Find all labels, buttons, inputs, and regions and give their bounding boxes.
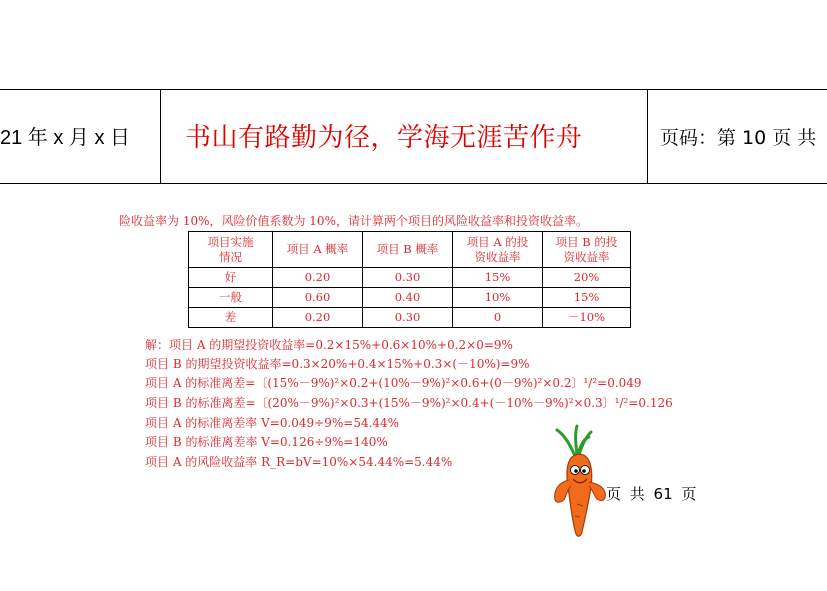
table-cell: 0.20 bbox=[273, 308, 363, 328]
table-cell: 20% bbox=[543, 268, 631, 288]
solution-line: 项目 A 的标准离差=〔(15%－9%)²×0.2+(10%－9%)²×0.6+(0－9%)²×0.2〕¹/²=0.049 bbox=[145, 376, 642, 390]
header-divider bbox=[647, 90, 648, 183]
table-cell: 一般 bbox=[189, 288, 273, 308]
table-cell: 0.60 bbox=[273, 288, 363, 308]
problem-intro: 险收益率为 10%，风险价值系数为 10%，请计算两个项目的风险收益率和投资收益率。 bbox=[119, 214, 588, 228]
table-cell: 0.20 bbox=[273, 268, 363, 288]
header-divider bbox=[160, 90, 161, 183]
table-row bbox=[189, 308, 631, 328]
table-cell: 0 bbox=[453, 308, 543, 328]
table-cell: 0.30 bbox=[363, 268, 453, 288]
solution-line: 项目 B 的标准离差=〔(20%－9%)²×0.3+(15%－9%)²×0.4+(－10%－9%)²×0.3〕¹/²=0.126 bbox=[145, 396, 673, 410]
table-cell: 15% bbox=[453, 268, 543, 288]
probability-table bbox=[188, 231, 631, 328]
header-page-number: 页码：第 10 页 共 bbox=[660, 127, 817, 149]
table-header-cell: 项目 B 的投 资收益率 bbox=[543, 232, 631, 268]
page-footer: 页 共 61 页 bbox=[606, 485, 697, 503]
solution-line: 项目 B 的标准离差率 V=0.126÷9%=140% bbox=[145, 435, 388, 449]
table-cell: 15% bbox=[543, 288, 631, 308]
table-cell: 0.40 bbox=[363, 288, 453, 308]
page-header bbox=[0, 89, 827, 184]
table-row bbox=[189, 268, 631, 288]
solution-line: 项目 B 的期望投资收益率=0.3×20%+0.4×15%+0.3×(－10%)=9% bbox=[145, 357, 530, 371]
table-header-cell: 项目 A 的投 资收益率 bbox=[453, 232, 543, 268]
table-header-cell: 项目实施 情况 bbox=[189, 232, 273, 268]
table-cell: 好 bbox=[189, 268, 273, 288]
table-header-cell: 项目 A 概率 bbox=[273, 232, 363, 268]
solution-line: 解：项目 A 的期望投资收益率=0.2×15%+0.6×10%+0.2×0=9% bbox=[145, 338, 513, 352]
table-header-row bbox=[189, 232, 631, 268]
header-motto: 书山有路勤为径，学海无涯苦作舟 bbox=[185, 123, 583, 153]
table-row bbox=[189, 288, 631, 308]
table-header-cell: 项目 B 概率 bbox=[363, 232, 453, 268]
table-cell: 差 bbox=[189, 308, 273, 328]
header-date: 21 年 x 月 x 日 bbox=[0, 127, 131, 149]
solution-line: 项目 A 的标准离差率 V=0.049÷9%=54.44% bbox=[145, 416, 400, 430]
table-cell: 10% bbox=[453, 288, 543, 308]
table-cell: 0.30 bbox=[363, 308, 453, 328]
table-cell: －10% bbox=[543, 308, 631, 328]
solution-line: 项目 A 的风险收益率 R_R=bV=10%×54.44%=5.44% bbox=[145, 455, 453, 469]
